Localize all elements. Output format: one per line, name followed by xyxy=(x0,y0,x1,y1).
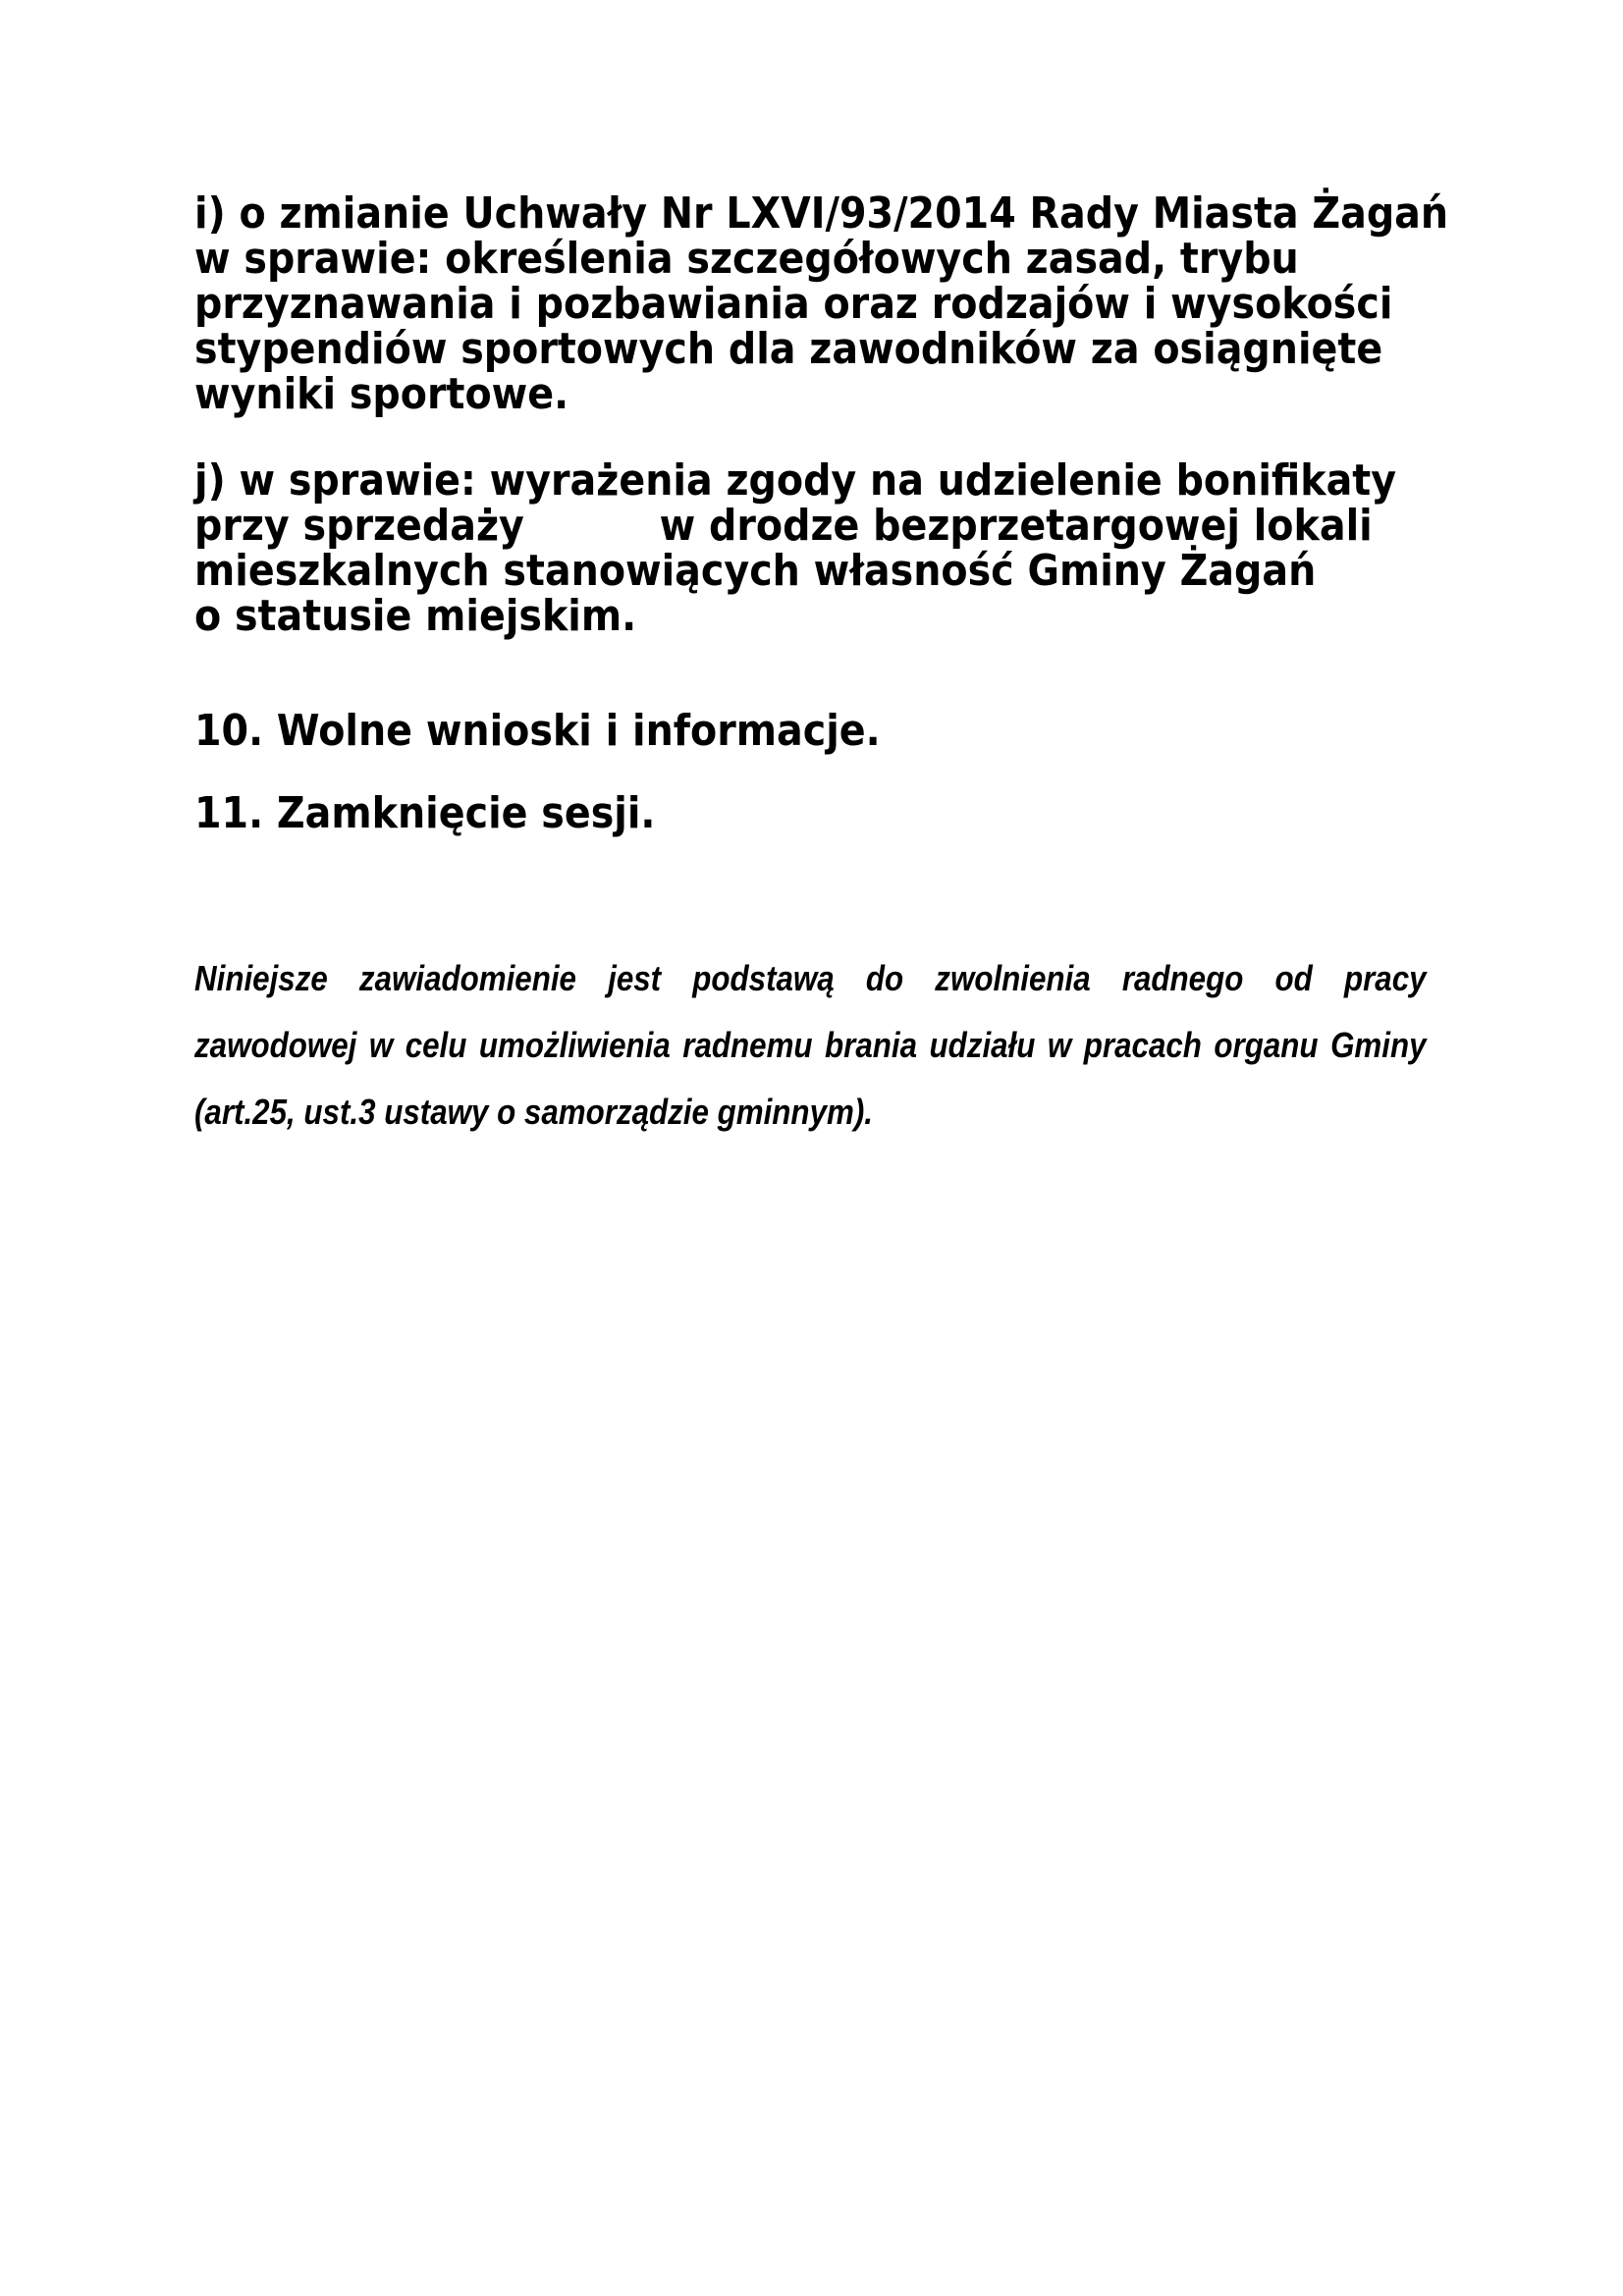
leave-notice-line-2: zawodowej w celu umożliwienia radnemu brania udziału w pracach organu Gminy xyxy=(194,1025,1427,1065)
agenda-item-10-text: 10. Wolne wnioski i informacje. xyxy=(194,706,881,756)
agenda-point-j-line-1: j) w sprawie: wyrażenia zgody na udzielenie bonifikaty xyxy=(194,455,1397,506)
agenda-point-i xyxy=(194,188,1573,419)
agenda-point-j-line-2: przy sprzedaży w drodze bezprzetargowej lokali xyxy=(194,501,1373,551)
leave-notice-line-3: (art.25, ust.3 ustawy o samorządzie gminnym). xyxy=(194,1092,873,1132)
agenda-point-j-line-4: o statusie miejskim. xyxy=(194,591,637,641)
agenda-item-11-text: 11. Zamknięcie sesji. xyxy=(194,788,656,838)
leave-notice-line-1: Niniejsze zawiadomienie jest podstawą do zwolnienia radnego od pracy xyxy=(194,958,1427,998)
agenda-point-i-line-5: wyniki sportowe. xyxy=(194,369,569,419)
agenda-point-i-line-3: przyznawania i pozbawiania oraz rodzajów i wysokości xyxy=(194,279,1393,329)
agenda-point-i-line-2: w sprawie: określenia szczegółowych zasad, trybu xyxy=(194,234,1299,284)
leave-notice xyxy=(194,945,1427,1146)
agenda-item-10 xyxy=(194,706,1573,756)
agenda-point-i-line-1: i) o zmianie Uchwały Nr LXVI/93/2014 Rady Miasta Żagań xyxy=(194,188,1449,239)
agenda-point-j-line-3: mieszkalnych stanowiących własność Gminy Żagań xyxy=(194,546,1317,596)
agenda-point-i-line-4: stypendiów sportowych dla zawodników za osiągnięte xyxy=(194,324,1383,374)
agenda-item-11 xyxy=(194,788,1573,838)
agenda-point-j xyxy=(194,455,1573,641)
